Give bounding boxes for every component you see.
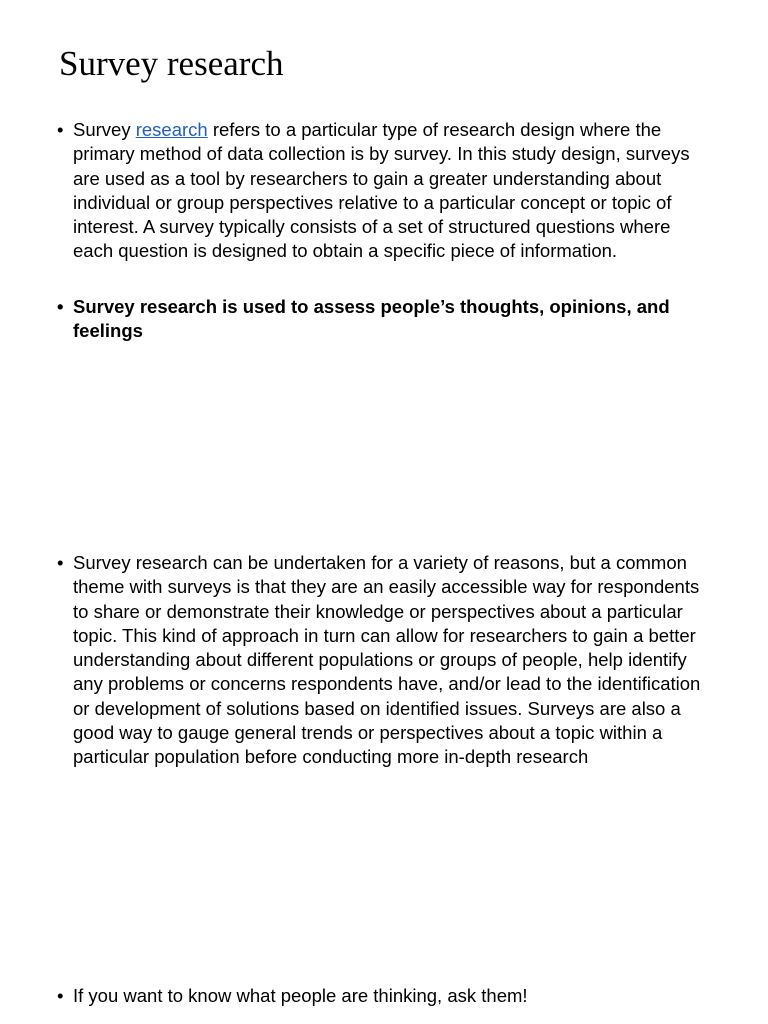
bullet-text: Survey research can be undertaken for a variety of reasons, but a common theme with surveys is that they are an easily accessible way for respondents to share or demonstrate their knowledge or perspectives about a particular topic. This kind of approach in turn can allow for researchers to gain a better understanding about different populations or groups of people, help identify any problems or concerns respondents have, and/or lead to the identification or development of solutions based on identified issues. Surveys are also a good way to gauge general trends or perspectives about a topic within a particular population before conducting more in-depth research (73, 552, 701, 768)
bullet-icon: • (57, 985, 64, 1006)
bullet-text-prefix: Survey (73, 119, 136, 140)
bullet-icon: • (57, 296, 64, 317)
page-title: Survey research (59, 44, 284, 83)
bullet-item-definition (57, 118, 712, 264)
bullet-icon: • (57, 119, 64, 140)
bullet-item-reasons (57, 551, 712, 770)
bullet-item-purpose (57, 295, 712, 344)
bullet-text: If you want to know what people are thinking, ask them! (73, 985, 528, 1006)
bullet-icon: • (57, 552, 64, 573)
bullet-item-ask-them (57, 984, 712, 1008)
research-link[interactable]: research (135, 119, 208, 140)
bullet-text: Survey research is used to assess people’s thoughts, opinions, and feelings (73, 296, 670, 342)
bullet-text: refers to a particular type of research design where the primary method of data collection is by survey. In this study design, surveys are used as a tool by researchers to gain a greater understanding about individual or group perspectives relative to a particular concept or topic of interest. A survey typically consists of a set of structured questions where each question is designed to obtain a specific piece of information. (73, 119, 690, 262)
